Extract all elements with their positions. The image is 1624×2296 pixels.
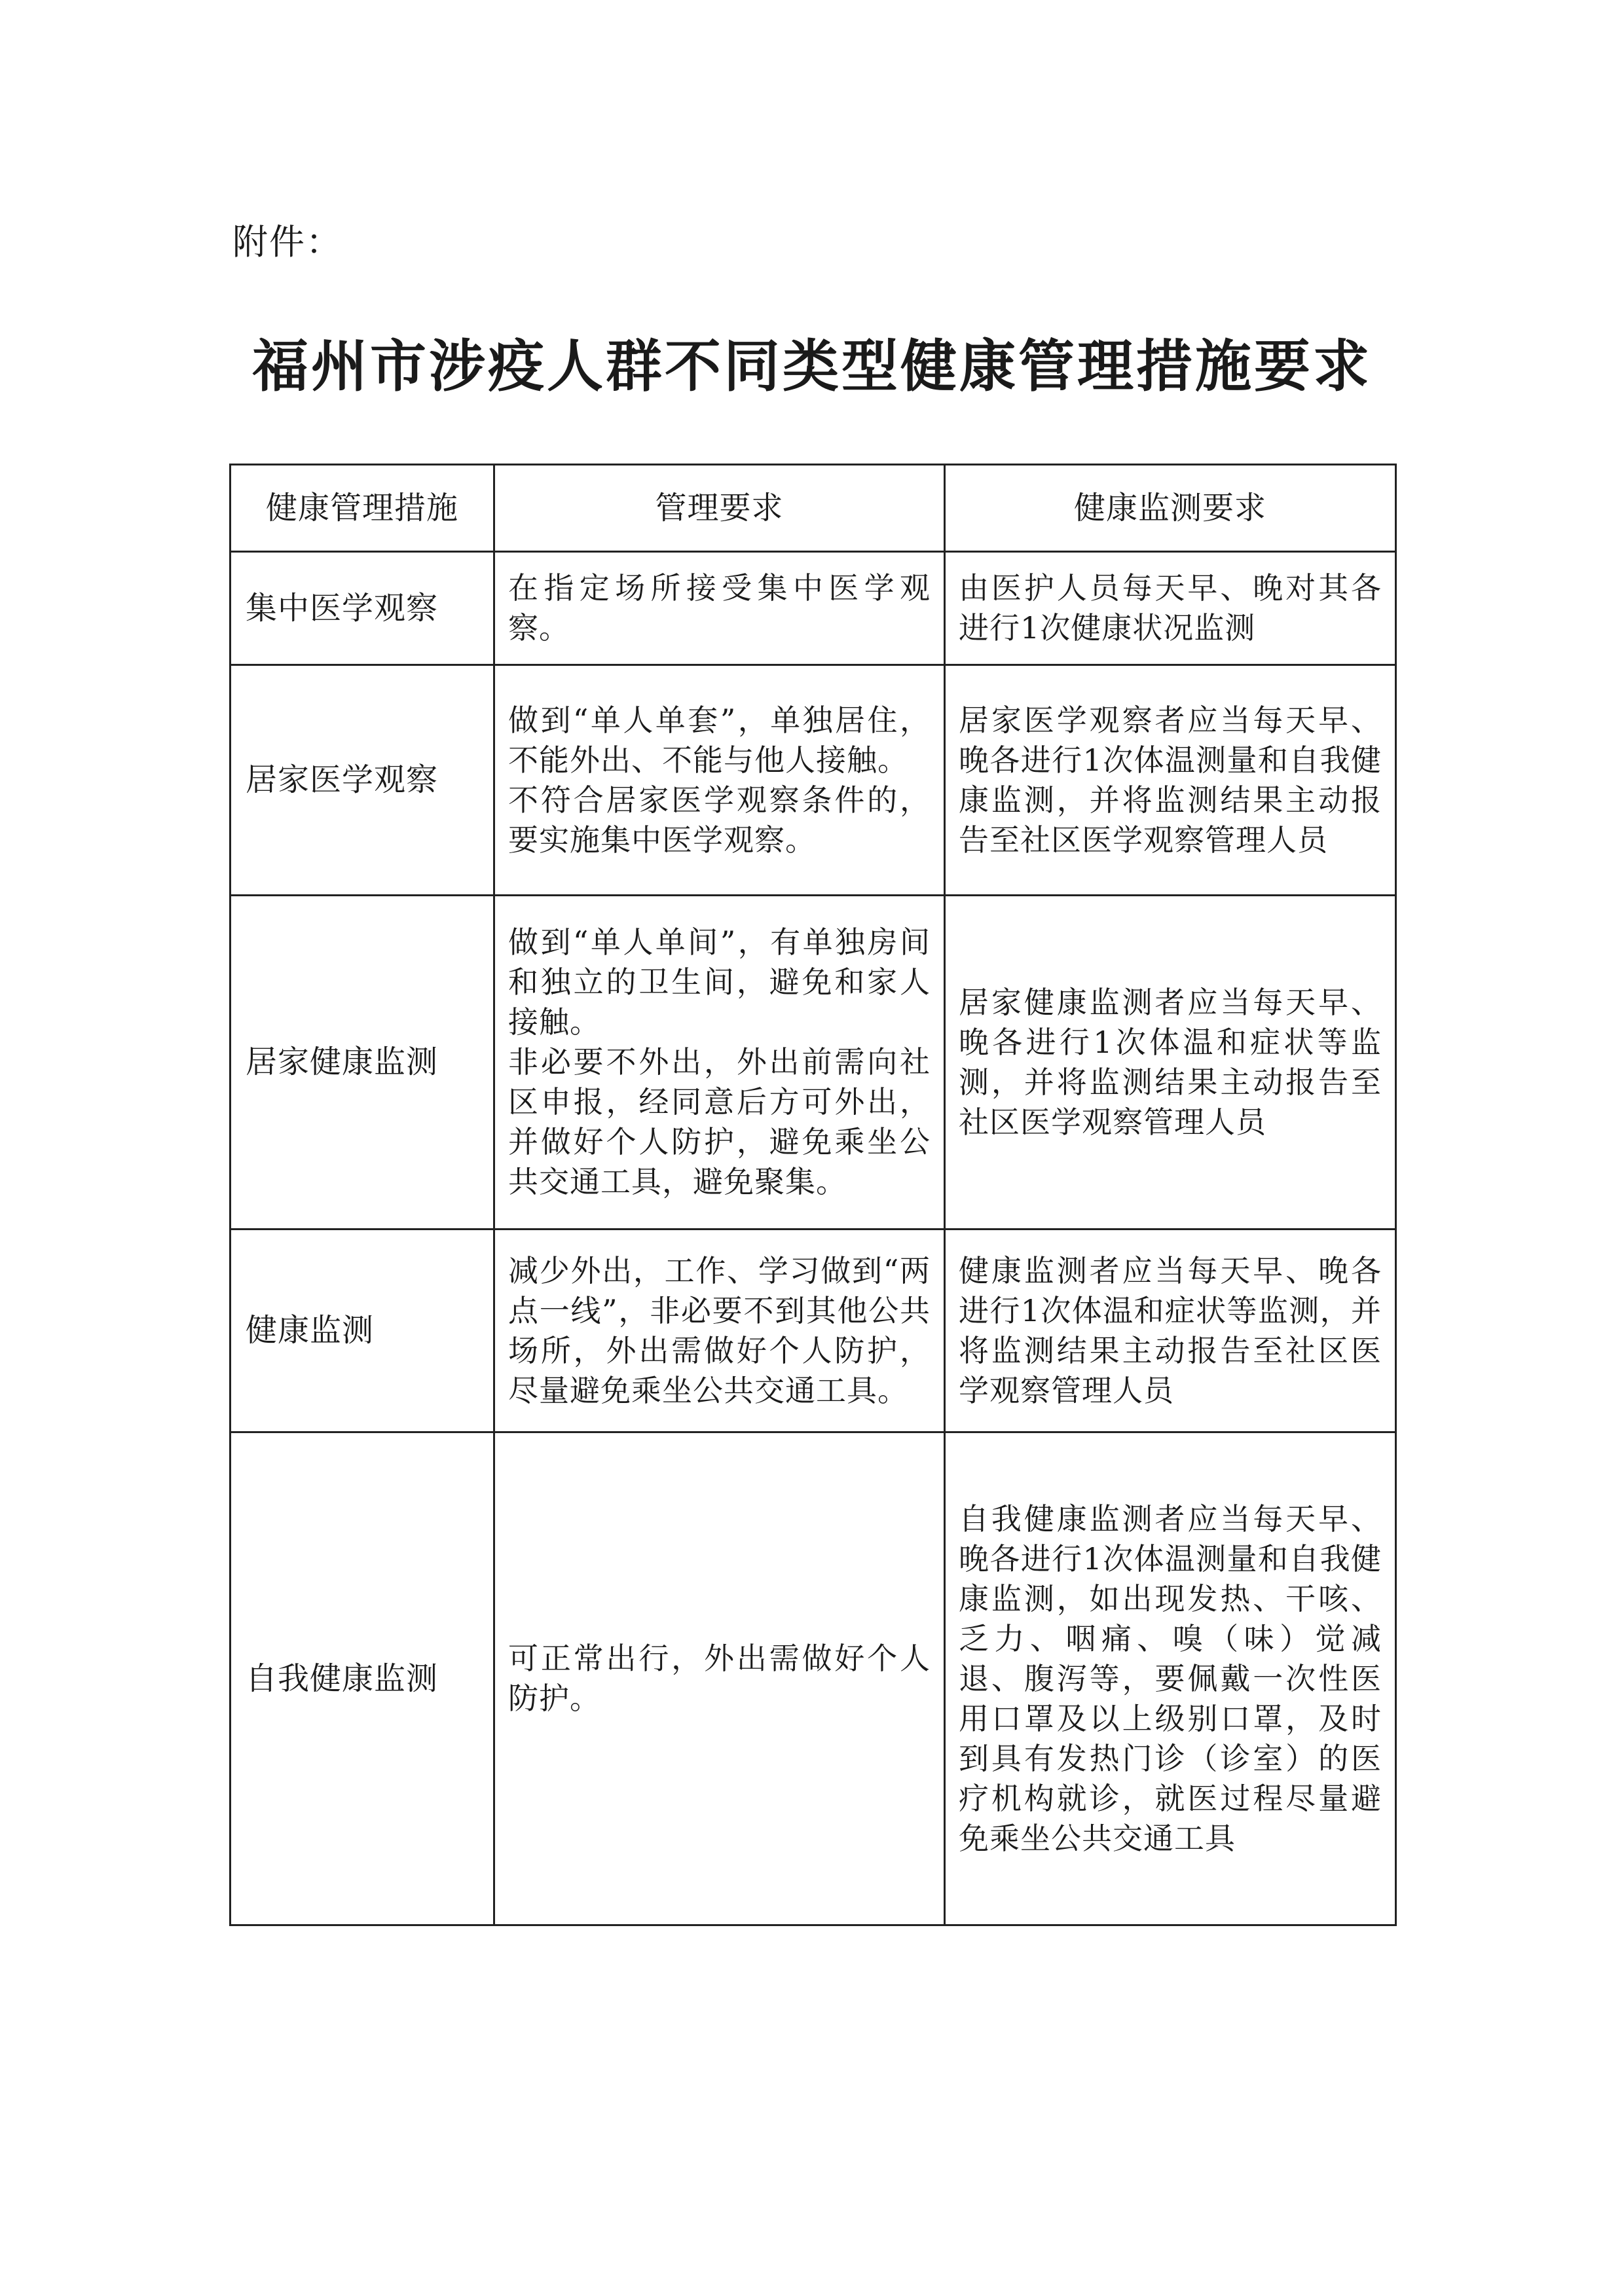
table-header-row [231,465,1396,552]
cell-management [494,1230,945,1432]
document-title: 福州市涉疫人群不同类型健康管理措施要求 [252,333,1372,399]
table-row-health-monitoring [231,1230,1396,1432]
management-text: 减少外出，工作、学习做到“两点一线”，非必要不到其他公共场所，外出需做好个人防护，尽量避免乘坐公共交通工具。 [508,1252,931,1408]
cell-monitoring: 健康监测者应当每天早、晚各进行1次体温和症状等监测，并将监测结果主动报告至社区医学观察管理人员 [945,1230,1396,1432]
cell-measure: 居家医学观察 [231,665,494,896]
table-row-home-medical-observation [231,665,1396,896]
health-management-table [229,464,1397,1926]
cell-management [494,665,945,896]
cell-monitoring: 自我健康监测者应当每天早、晚各进行1次体温测量和自我健康监测，如出现发热、干咳、乏力、咽痛、嗅（味）觉减退、腹泻等，要佩戴一次性医用口罩及以上级别口罩，及时到具有发热门诊（诊室）的医疗机构就诊，就医过程尽量避免乘坐公共交通工具 [945,1432,1396,1925]
cell-monitoring: 居家医学观察者应当每天早、晚各进行1次体温测量和自我健康监测，并将监测结果主动报告至社区医学观察管理人员 [945,665,1396,896]
management-text: 不符合居家医学观察条件的，要实施集中医学观察。 [508,782,931,858]
table-row-centralized-observation [231,552,1396,665]
attachment-label: 附件： [232,221,342,263]
cell-monitoring: 居家健康监测者应当每天早、晚各进行1次体温和症状等监测，并将监测结果主动报告至社区医学观察管理人员 [945,896,1396,1230]
table-row-home-health-monitoring [231,896,1396,1230]
header-measure: 健康管理措施 [231,465,494,552]
header-monitoring: 健康监测要求 [945,465,1396,552]
cell-management [494,896,945,1230]
cell-monitoring: 由医护人员每天早、晚对其各进行1次健康状况监测 [945,552,1396,665]
cell-measure: 自我健康监测 [231,1432,494,1925]
management-text: 非必要不外出，外出前需向社区申报，经同意后方可外出，并做好个人防护，避免乘坐公共交通工具，避免聚集。 [508,1044,931,1199]
cell-measure: 集中医学观察 [231,552,494,665]
cell-management [494,552,945,665]
cell-measure: 健康监测 [231,1230,494,1432]
cell-measure: 居家健康监测 [231,896,494,1230]
cell-management [494,1432,945,1925]
management-text: 做到“单人单套”，单独居住，不能外出、不能与他人接触。 [508,702,931,778]
table-row-self-health-monitoring [231,1432,1396,1925]
management-text: 在指定场所接受集中医学观察。 [508,570,931,646]
management-text: 做到“单人单间”，有单独房间和独立的卫生间，避免和家人接触。 [508,924,931,1040]
management-text: 可正常出行，外出需做好个人防护。 [508,1641,931,1716]
header-management: 管理要求 [494,465,945,552]
